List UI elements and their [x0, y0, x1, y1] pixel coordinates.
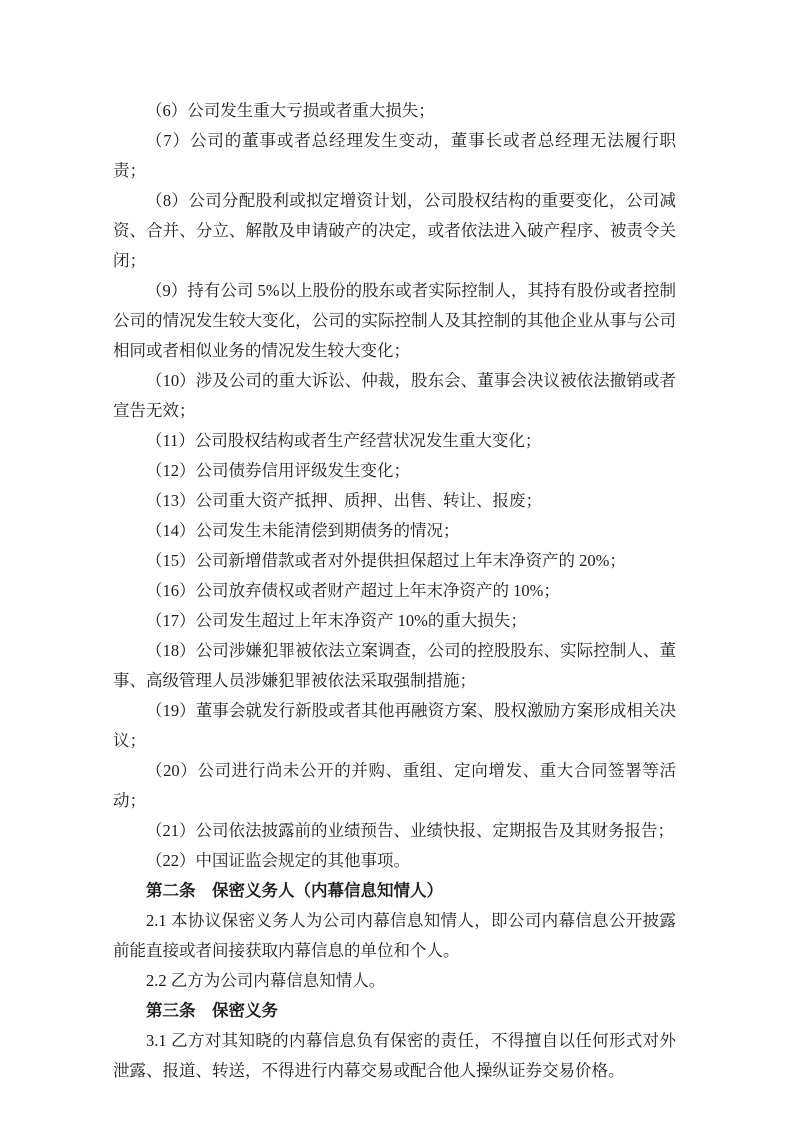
section-heading-article-3: 第三条 保密义务: [146, 1001, 278, 1020]
clause-item-6: （6）公司发生重大亏损或者重大损失；: [146, 101, 435, 120]
clause-item-22: （22）中国证监会规定的其他事项。: [146, 851, 410, 870]
clause-item-19: （19）董事会就发行新股或者其他再融资方案、股权激励方案形成相关决议；: [113, 701, 676, 750]
clause-item-17: （17）公司发生超过上年末净资产 10%的重大损失；: [146, 611, 527, 630]
clause-item-21: （21）公司依法披露前的业绩预告、业绩快报、定期报告及其财务报告；: [146, 821, 674, 840]
clause-item-2-2: 2.2 乙方为公司内幕信息知情人。: [146, 971, 386, 990]
clause-item-11: （11）公司股权结构或者生产经营状况发生重大变化；: [146, 431, 542, 450]
document-body: [113, 96, 676, 1086]
clause-item-3-1: 3.1 乙方对其知晓的内幕信息负有保密的责任，不得擅自以任何形式对外泄露、报道、转送，不得进行内幕交易或配合他人操纵证券交易价格。: [113, 1031, 676, 1080]
clause-item-18: （18）公司涉嫌犯罪被依法立案调查，公司的控股股东、实际控制人、董事、高级管理人员涉嫌犯罪被依法采取强制措施；: [113, 641, 676, 690]
clause-item-2-1: 2.1 本协议保密义务人为公司内幕信息知情人，即公司内幕信息公开披露前能直接或者间接获取内幕信息的单位和个人。: [113, 911, 676, 960]
clause-item-20: （20）公司进行尚未公开的并购、重组、定向增发、重大合同签署等活动；: [113, 761, 676, 810]
clause-item-13: （13）公司重大资产抵押、质押、出售、转让、报废；: [146, 491, 542, 510]
clause-item-12: （12）公司债券信用评级发生变化；: [146, 461, 410, 480]
clause-item-8: （8）公司分配股利或拟定增资计划，公司股权结构的重要变化，公司减资、合并、分立、解散及申请破产的决定，或者依法进入破产程序、被责令关闭；: [113, 191, 676, 270]
clause-item-14: （14）公司发生未能清偿到期债务的情况；: [146, 521, 460, 540]
section-heading-article-2: 第二条 保密义务人（内幕信息知情人）: [146, 881, 443, 900]
clause-item-10: （10）涉及公司的重大诉讼、仲裁，股东会、董事会决议被依法撤销或者宣告无效；: [113, 371, 676, 420]
clause-item-9: （9）持有公司 5%以上股份的股东或者实际控制人，其持有股份或者控制公司的情况发生较大变化，公司的实际控制人及其控制的其他企业从事与公司相同或者相似业务的情况发生较大变化；: [113, 281, 676, 360]
clause-item-16: （16）公司放弃债权或者财产超过上年末净资产的 10%；: [146, 581, 560, 600]
clause-item-15: （15）公司新增借款或者对外提供担保超过上年末净资产的 20%；: [146, 551, 626, 570]
clause-item-7: （7）公司的董事或者总经理发生变动，董事长或者总经理无法履行职责；: [113, 131, 676, 180]
